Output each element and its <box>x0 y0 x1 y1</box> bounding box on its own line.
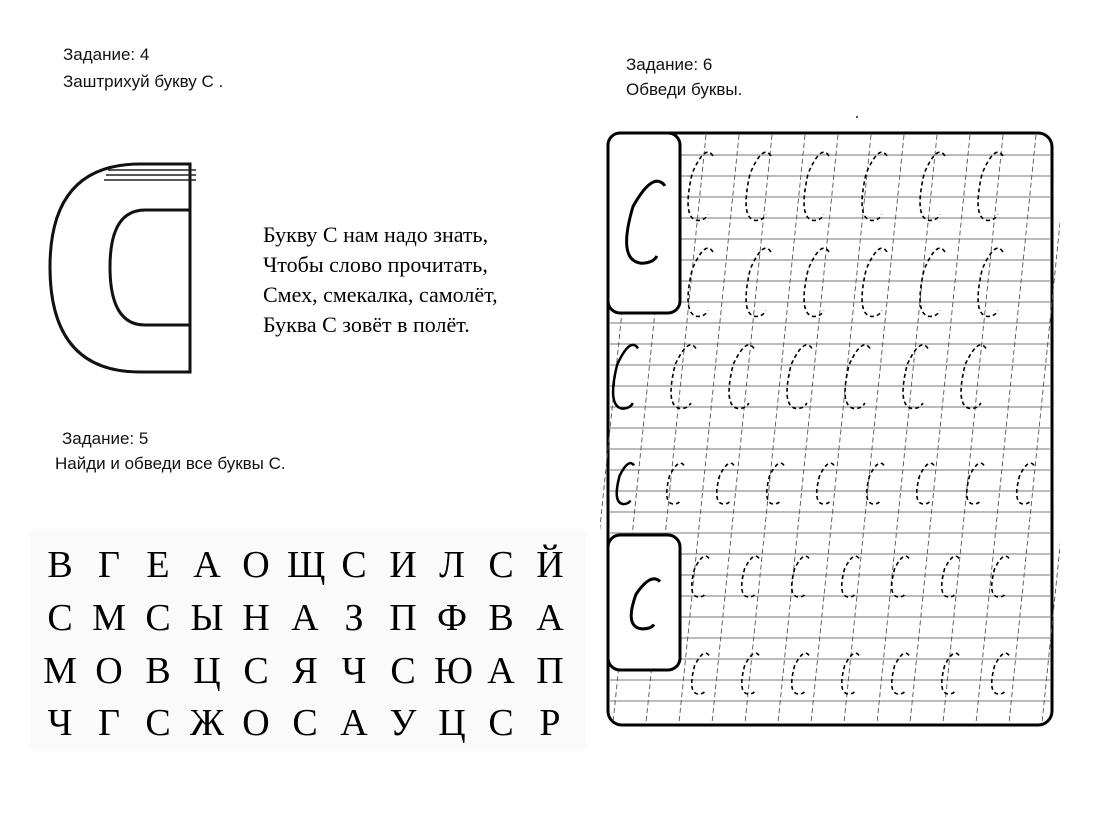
grid-letter[interactable]: Л <box>439 544 465 586</box>
grid-letter[interactable]: И <box>389 544 417 586</box>
letter-grid <box>30 530 586 750</box>
task6-title: Задание: 6 <box>626 55 713 74</box>
grid-letter[interactable]: В <box>488 597 514 639</box>
sample-box-lowercase <box>608 535 680 670</box>
grid-letter[interactable]: С <box>145 597 171 639</box>
task6-instruction: Обведи буквы. <box>626 80 743 99</box>
grid-letter[interactable]: А <box>340 702 368 744</box>
letter-c-shape <box>50 164 190 372</box>
grid-letter[interactable]: М <box>43 650 77 692</box>
grid-letter[interactable]: В <box>47 544 73 586</box>
grid-letter[interactable]: Я <box>292 650 318 692</box>
grid-letter[interactable]: Р <box>539 702 561 744</box>
grid-letter[interactable]: Ч <box>47 702 73 744</box>
task4-instruction: Заштрихуй букву С . <box>63 72 224 91</box>
grid-letter[interactable]: П <box>389 597 417 639</box>
grid-letter[interactable]: М <box>92 597 126 639</box>
grid-letter[interactable]: О <box>242 544 270 586</box>
poem-line: Букву С нам надо знать, <box>263 222 489 247</box>
grid-letter[interactable]: Й <box>536 544 564 586</box>
task5-title: Задание: 5 <box>62 429 149 448</box>
grid-letter[interactable]: С <box>341 544 367 586</box>
grid-letter[interactable]: А <box>487 650 515 692</box>
poem-line: Буква С зовёт в полёт. <box>263 312 470 337</box>
stray-dot <box>856 116 858 118</box>
grid-letter[interactable]: С <box>390 650 416 692</box>
sample-box-uppercase <box>608 133 680 313</box>
grid-letter[interactable]: Ж <box>189 702 225 744</box>
grid-letter[interactable]: Г <box>98 544 120 586</box>
grid-letter[interactable]: О <box>242 702 270 744</box>
grid-letter[interactable]: З <box>344 597 364 639</box>
grid-letter[interactable]: Ц <box>193 650 221 692</box>
grid-letter[interactable]: А <box>193 544 221 586</box>
grid-letter[interactable]: Щ <box>287 544 326 586</box>
big-letter-c-outline[interactable] <box>40 150 210 385</box>
grid-letter[interactable]: Ю <box>434 650 474 692</box>
grid-letter[interactable]: С <box>145 702 171 744</box>
grid-letter[interactable]: С <box>488 702 514 744</box>
task4-title: Задание: 4 <box>63 45 150 64</box>
poem-line: Чтобы слово прочитать, <box>263 252 488 277</box>
grid-letter[interactable]: С <box>47 597 73 639</box>
grid-letter[interactable]: О <box>95 650 123 692</box>
grid-letter[interactable]: Е <box>146 544 170 586</box>
grid-letter[interactable]: Н <box>242 597 270 639</box>
grid-letter[interactable]: А <box>291 597 319 639</box>
grid-letter[interactable]: С <box>292 702 318 744</box>
grid-letter[interactable]: Ч <box>341 650 367 692</box>
grid-letter[interactable]: У <box>389 702 417 744</box>
grid-letter[interactable]: С <box>488 544 514 586</box>
copybook-tracing-sheet[interactable] <box>600 125 1060 730</box>
task5-instruction: Найди и обведи все буквы С. <box>55 454 286 473</box>
grid-letter[interactable]: Ы <box>190 597 224 639</box>
grid-letter[interactable]: Ц <box>438 702 466 744</box>
grid-letter[interactable]: Ф <box>436 597 468 639</box>
grid-letter[interactable]: В <box>145 650 171 692</box>
poem-line: Смех, смекалка, самолёт, <box>263 282 498 307</box>
grid-letter[interactable]: А <box>536 597 564 639</box>
grid-letter[interactable]: С <box>243 650 269 692</box>
poem <box>263 220 498 340</box>
grid-letter[interactable]: Г <box>98 702 120 744</box>
grid-letter[interactable]: П <box>536 650 564 692</box>
